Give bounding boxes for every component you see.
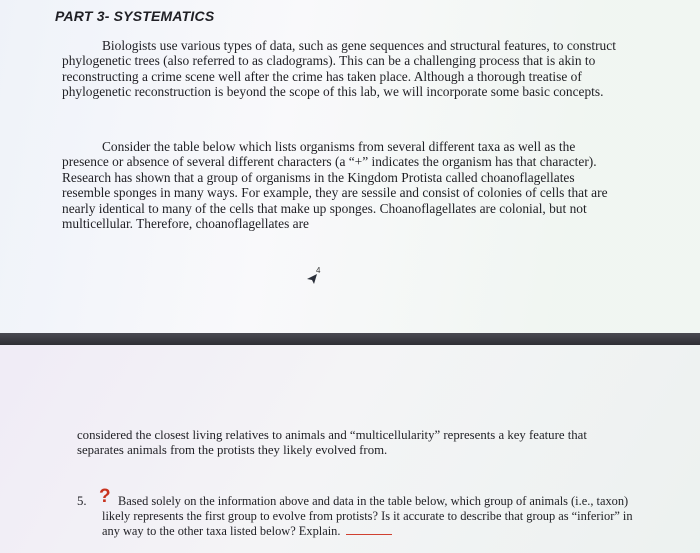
- page-number: 4: [316, 266, 321, 275]
- section-heading: PART 3- SYSTEMATICS: [55, 8, 215, 24]
- answer-blank: [346, 534, 392, 535]
- continuation-paragraph: considered the closest living relatives to animals and “multicellularity” represents a key feature that separates animals from the protists they likely evolved from.: [77, 428, 587, 457]
- page-divider: [0, 333, 700, 345]
- question-number: 5.: [77, 494, 87, 508]
- question-text-content: Based solely on the information above and data in the table below, which group of animals (i.e., taxon) likely represents the first group to evolve from protists? Is it accurate to describe that group as “inferior” in any way to the other taxa listed below? Explain.: [102, 494, 633, 538]
- question-mark-icon: ?: [99, 486, 111, 507]
- question-text: [102, 494, 637, 539]
- table-description-paragraph: Consider the table below which lists organisms from several different taxa as well as the presence or absence of several different characters (a “+” indicates the organism has that character). Research has shown that a group of organisms in the Kingdom Protista called choanoflagellates resemble sponges in many ways. For example, they are sessile and consist of colonies of cells that are nearly identical to many of the cells that make up sponges. Choanoflagellates are colonial, but not multicellular. Therefore, choanoflagellates are: [62, 139, 608, 232]
- intro-paragraph: Biologists use various types of data, such as gene sequences and structural features, to construct phylogenetic trees (also referred to as cladograms). This can be a challenging process that is akin to reconstructing a crime scene well after the crime has taken place. Although a thorough treatise of phylogenetic reconstruction is beyond the scope of this lab, we will incorporate some basic concepts.: [62, 38, 616, 100]
